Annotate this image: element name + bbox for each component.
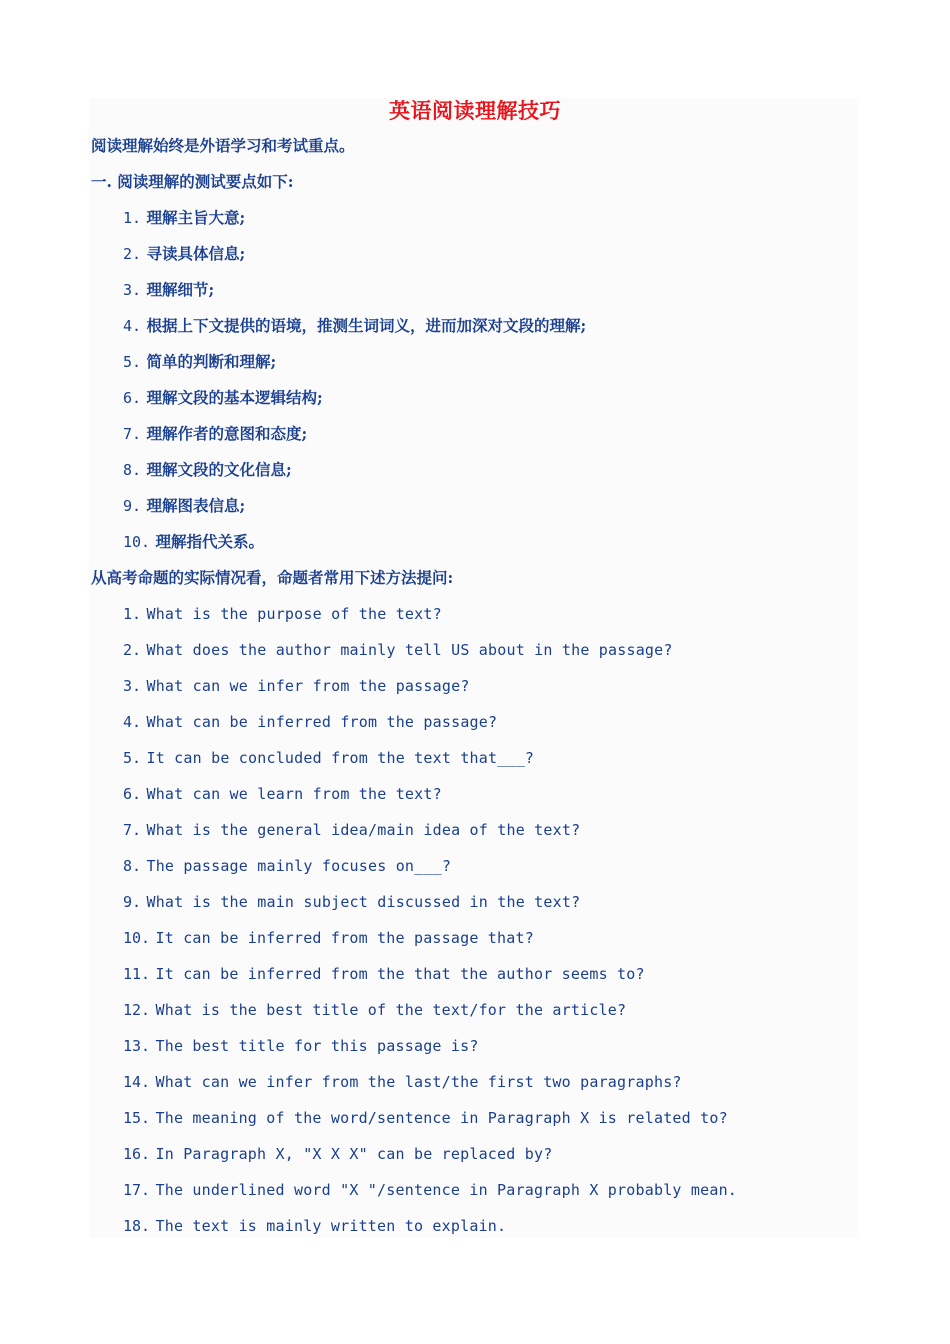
list-item-text: What can be inferred from the passage? [146, 713, 498, 731]
list-item [123, 1212, 506, 1240]
list-item-text: What can we learn from the text? [146, 785, 442, 803]
list-item [123, 924, 534, 952]
list-item-number: 13. [123, 1037, 151, 1055]
list-item-text: What can we infer from the last/the first two paragraphs? [155, 1073, 682, 1091]
list-item-number: 6. [123, 785, 142, 803]
list-item-number: 11. [123, 965, 151, 983]
list-item [123, 348, 276, 376]
list-item-number: 10. [123, 533, 151, 551]
list-item-number: 17. [123, 1181, 151, 1199]
list-item-text: 根据上下文提供的语境，推测生词词义，进而加深对文段的理解; [146, 316, 587, 335]
list-item-text: What is the purpose of the text? [146, 605, 442, 623]
list-item-text: 理解文段的文化信息; [146, 460, 292, 479]
list-item [123, 852, 451, 880]
list-item-number: 7. [123, 425, 142, 443]
list-item [123, 240, 245, 268]
list-item [123, 960, 645, 988]
list-item-text: The best title for this passage is? [155, 1037, 479, 1055]
list-item [123, 996, 626, 1024]
list-item-text: What is the best title of the text/for the article? [155, 1001, 627, 1019]
list-item-number: 1. [123, 209, 142, 227]
intro-paragraph: 阅读理解始终是外语学习和考试重点。 [91, 136, 355, 155]
list-item-text: It can be concluded from the text that___? [146, 749, 535, 767]
list-item-number: 16. [123, 1145, 151, 1163]
list-item-number: 12. [123, 1001, 151, 1019]
list-item [123, 744, 534, 772]
list-item [123, 312, 586, 340]
list-item-number: 2. [123, 245, 142, 263]
list-item [123, 276, 214, 304]
list-item-number: 14. [123, 1073, 151, 1091]
list-item-text: It can be inferred from the that the author seems to? [155, 965, 645, 983]
list-item-text: 理解主旨大意; [146, 208, 246, 227]
list-item-number: 15. [123, 1109, 151, 1127]
list-item-text: 理解细节; [146, 280, 215, 299]
list-item-number: 9. [123, 497, 142, 515]
list-item-number: 1. [123, 605, 142, 623]
list-item [123, 492, 245, 520]
list-item-text: The underlined word "X "/sentence in Paragraph X probably mean. [155, 1181, 738, 1199]
list-item-number: 5. [123, 749, 142, 767]
list-item [123, 888, 580, 916]
list-item [123, 1176, 737, 1204]
list-item-text: The passage mainly focuses on___? [146, 857, 452, 875]
list-item [123, 600, 442, 628]
content-area [89, 98, 857, 1238]
list-item-text: What can we infer from the passage? [146, 677, 470, 695]
list-item-number: 4. [123, 317, 142, 335]
list-item [123, 420, 307, 448]
list-item-number: 4. [123, 713, 142, 731]
list-item [123, 528, 264, 556]
list-item [123, 204, 245, 232]
list-item-text: It can be inferred from the passage that? [155, 929, 534, 947]
list-item [123, 1068, 682, 1096]
section-heading-question-styles: 从高考命题的实际情况看，命题者常用下述方法提问: [91, 568, 454, 587]
list-item-number: 3. [123, 677, 142, 695]
list-item-text: The meaning of the word/sentence in Paragraph X is related to? [155, 1109, 728, 1127]
list-item-text: 理解文段的基本逻辑结构; [146, 388, 323, 407]
list-item-text: In Paragraph X, "X X X" can be replaced by? [155, 1145, 553, 1163]
list-item-text: 寻读具体信息; [146, 244, 246, 263]
list-item-number: 3. [123, 281, 142, 299]
list-item [123, 672, 470, 700]
list-item [123, 384, 323, 412]
list-item-text: What is the main subject discussed in the text? [146, 893, 581, 911]
list-item [123, 780, 442, 808]
list-item-number: 10. [123, 929, 151, 947]
list-item [123, 1104, 728, 1132]
list-item-text: 理解指代关系。 [155, 532, 265, 551]
list-item-text: 简单的判断和理解; [146, 352, 277, 371]
list-item-number: 18. [123, 1217, 151, 1235]
list-item-text: 理解图表信息; [146, 496, 246, 515]
section-heading-test-points: 一. 阅读理解的测试要点如下: [91, 172, 294, 191]
list-item-number: 5. [123, 353, 142, 371]
list-item [123, 1032, 479, 1060]
list-item [123, 1140, 552, 1168]
list-item [123, 456, 292, 484]
list-item-number: 9. [123, 893, 142, 911]
list-item [123, 636, 673, 664]
list-item-text: 理解作者的意图和态度; [146, 424, 308, 443]
list-item-number: 8. [123, 461, 142, 479]
list-item-text: What is the general idea/main idea of the text? [146, 821, 581, 839]
list-item [123, 816, 580, 844]
document-title: 英语阅读理解技巧 [389, 98, 561, 123]
list-item-text: The text is mainly written to explain. [155, 1217, 507, 1235]
list-item-text: What does the author mainly tell US about in the passage? [146, 641, 673, 659]
list-item-number: 8. [123, 857, 142, 875]
list-item-number: 7. [123, 821, 142, 839]
list-item [123, 708, 497, 736]
list-item-number: 2. [123, 641, 142, 659]
list-item-number: 6. [123, 389, 142, 407]
